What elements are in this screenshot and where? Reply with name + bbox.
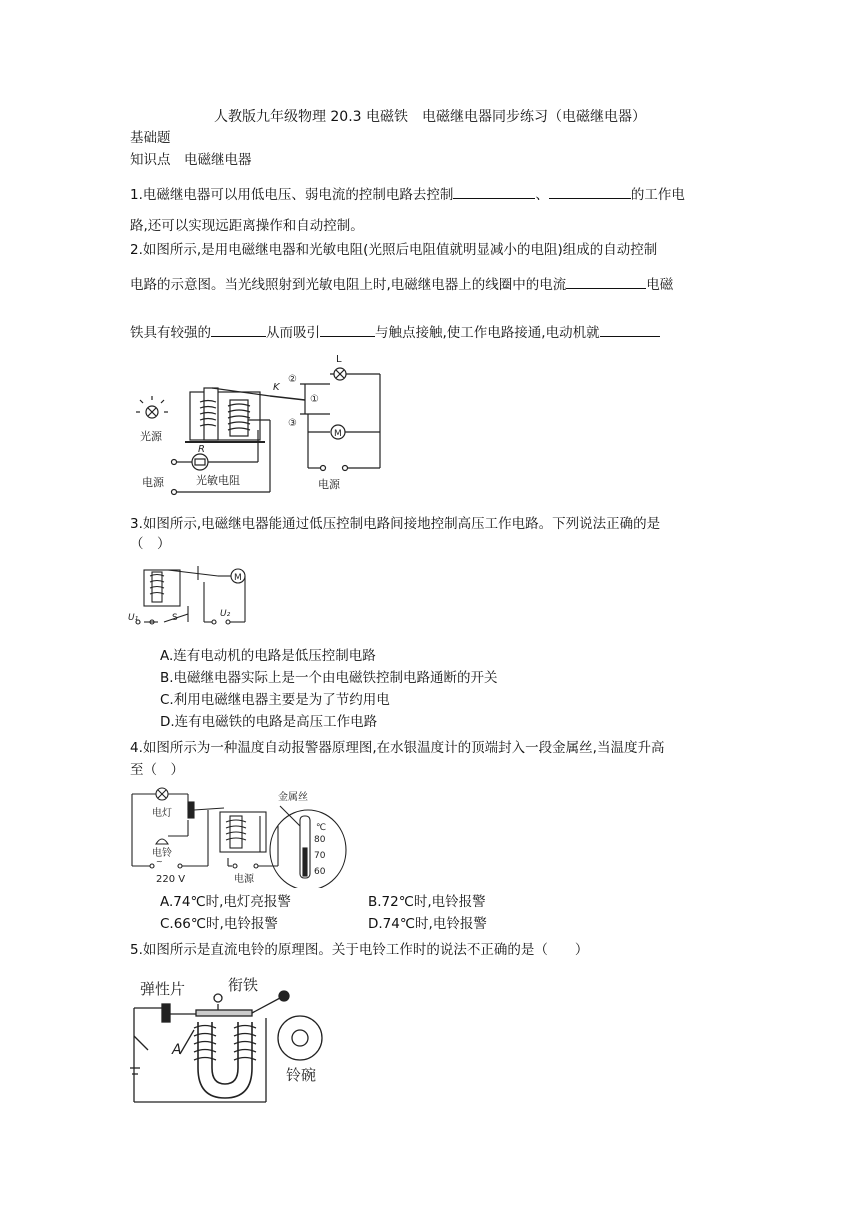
q4-option-a[interactable]: A.74℃时,电灯亮报警 <box>160 894 291 910</box>
q4-line2: 至（ ） <box>130 762 184 778</box>
q2-text-b: 电磁 <box>646 277 674 293</box>
q3-option-d[interactable]: D.连有电磁铁的电路是高压工作电路 <box>160 714 378 730</box>
svg-text:S: S <box>172 613 178 623</box>
q4-option-c[interactable]: C.66℃时,电铃报警 <box>160 916 278 932</box>
svg-text:~: ~ <box>156 857 163 866</box>
q1-text-b: 的工作电 <box>630 187 685 203</box>
svg-text:80: 80 <box>314 835 326 845</box>
power-right-label: 电源 <box>318 478 340 491</box>
q1-blank-1[interactable] <box>453 184 535 199</box>
q5-line1: 5.如图所示是直流电铃的原理图。关于电铃工作时的说法不正确的是（ ） <box>130 942 589 958</box>
metal-wire-label: 金属丝 <box>278 792 308 803</box>
light-source-label: 光源 <box>140 430 162 443</box>
bell-label: 电铃 <box>152 848 172 859</box>
section-label: 基础题 <box>130 130 171 146</box>
q1-line1 <box>130 184 685 205</box>
q4-alarm-figure <box>128 786 354 888</box>
photoresistor-label: 光敏电阻 <box>196 474 240 487</box>
q5-bell-figure <box>130 968 342 1108</box>
q1-text-a: 1.电磁继电器可以用低电压、弱电流的控制电路去控制 <box>130 187 454 203</box>
q2-line2 <box>130 274 673 295</box>
svg-text:U₁: U₁ <box>128 613 139 623</box>
lamp-label: 电灯 <box>152 808 172 819</box>
light-source-icon <box>136 396 168 418</box>
q2-relay-figure <box>130 350 390 498</box>
svg-text:U₂: U₂ <box>220 609 231 619</box>
knowledge-point: 知识点 电磁继电器 <box>130 152 252 168</box>
q2-text-c: 铁具有较强的 <box>130 325 211 341</box>
svg-text:M: M <box>334 429 342 439</box>
q2-text-e: 与触点接触,使工作电路接通,电动机就 <box>375 325 600 341</box>
spring-label: 弹性片 <box>140 980 186 998</box>
svg-text:K: K <box>273 382 280 393</box>
q3-option-a[interactable]: A.连有电动机的电路是低压控制电路 <box>160 648 376 664</box>
svg-text:L: L <box>336 354 342 365</box>
q1-line2: 路,还可以实现远距离操作和自动控制。 <box>130 218 364 234</box>
q2-text-d: 从而吸引 <box>266 325 320 341</box>
svg-text:②: ② <box>288 374 297 385</box>
q4-option-b[interactable]: B.72℃时,电铃报警 <box>368 894 486 910</box>
q2-text-a: 电路的示意图。当光线照射到光敏电阻上时,电磁继电器上的线圈中的电流 <box>130 277 567 293</box>
q4-line1: 4.如图所示为一种温度自动报警器原理图,在水银温度计的顶端封入一段金属丝,当温度升高 <box>130 740 665 756</box>
q2-blank-1[interactable] <box>566 274 646 289</box>
q3-line2: （ ） <box>130 536 171 552</box>
q4-option-d[interactable]: D.74℃时,电铃报警 <box>368 916 487 932</box>
svg-text:A: A <box>172 1042 182 1058</box>
q3-relay-figure <box>128 562 250 630</box>
armature-label: 衔铁 <box>228 976 259 994</box>
svg-text:R: R <box>198 444 205 455</box>
svg-text:70: 70 <box>314 851 326 861</box>
q3-option-b[interactable]: B.电磁继电器实际上是一个由电磁铁控制电路通断的开关 <box>160 670 498 686</box>
svg-text:℃: ℃ <box>316 823 327 833</box>
voltage-label: 220 V <box>156 874 186 885</box>
q2-blank-4[interactable] <box>600 322 660 337</box>
bowl-label: 铃碗 <box>286 1066 317 1084</box>
q2-blank-2[interactable] <box>211 322 266 337</box>
svg-text:60: 60 <box>314 867 326 877</box>
svg-text:③: ③ <box>288 418 297 429</box>
q3-line1: 3.如图所示,电磁继电器能通过低压控制电路间接地控制高压工作电路。下列说法正确的是 <box>130 516 661 532</box>
svg-text:①: ① <box>310 394 319 405</box>
document-title: 人教版九年级物理 20.3 电磁铁 电磁继电器同步练习（电磁继电器） <box>213 109 647 125</box>
q1-blank-2[interactable] <box>549 184 631 199</box>
power-left-label: 电源 <box>142 476 164 489</box>
svg-text:M: M <box>234 573 242 583</box>
q3-option-c[interactable]: C.利用电磁继电器主要是为了节约用电 <box>160 692 390 708</box>
q2-line3 <box>130 322 660 343</box>
power-label: 电源 <box>234 874 254 885</box>
q1-separator: 、 <box>535 187 549 203</box>
q2-line1: 2.如图所示,是用电磁继电器和光敏电阻(光照后电阻值就明显减小的电阻)组成的自动控制 <box>130 242 658 258</box>
q2-blank-3[interactable] <box>320 322 375 337</box>
